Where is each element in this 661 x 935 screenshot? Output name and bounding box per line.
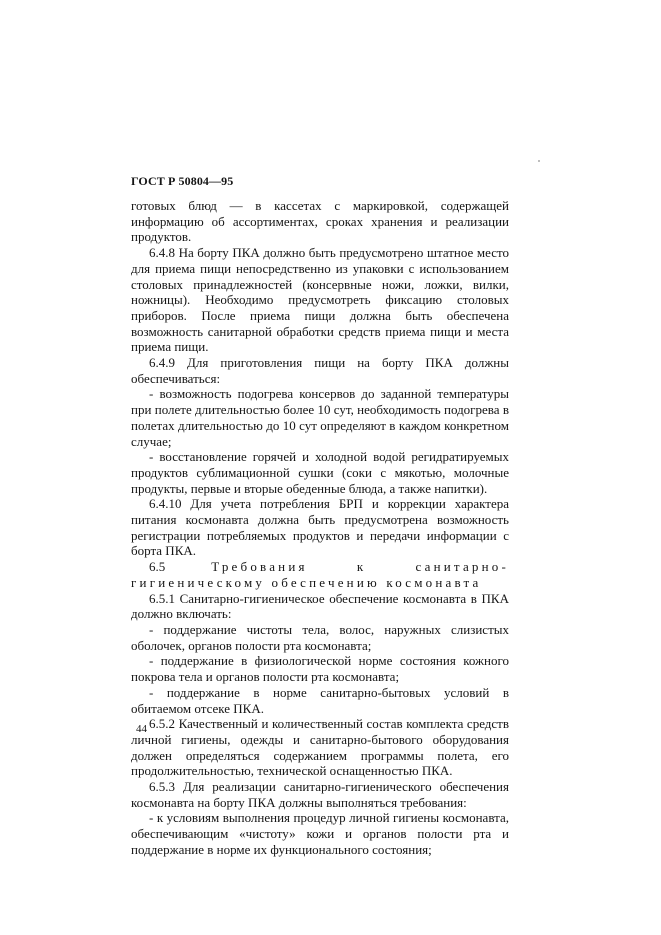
paragraph-6-5-3: 6.5.3 Для реализации санитарно-гигиенического обеспечения космонавта на борту ПКА должны выполняться требования: — [131, 779, 509, 810]
paragraph-6-5-1: 6.5.1 Санитарно-гигиеническое обеспечение космонавта в ПКА должно включать: — [131, 590, 509, 622]
list-item-living-conditions: - поддержание в норме санитарно-бытовых условий в обитаемом отсеке ПКА. — [131, 684, 509, 716]
list-item-hygiene-procedures: - к условиям выполнения процедур личной гигиены космонавта, обеспечивающим «чистоту» кожи и органов полости рта и поддержание в норме их функционального состояния; — [131, 810, 509, 857]
paragraph-6-4-9: 6.4.9 Для приготовления пищи на борту ПКА должны обеспечиваться: — [131, 355, 509, 386]
section-title: Требования к санитарно-гигиеническому обеспечению космонавта — [131, 559, 509, 590]
paragraph-6-4-8: 6.4.8 На борту ПКА должно быть предусмотрено штатное место для приема пищи непосредственно из упаковки с использованием столовых принадлежностей (консервные ножи, ложки, вилки, ножницы). Необходимо предусмотреть фиксацию столовых приборов. После приема пищи должна быть обеспечена возможность санитарной обработки средств приема пищи и места приема пищи. — [131, 245, 509, 355]
document-body — [131, 198, 509, 858]
list-item-cleanliness: - поддержание чистоты тела, волос, наружных слизистых оболочек, органов полости рта космонавта; — [131, 621, 509, 653]
scan-speck — [538, 160, 540, 162]
list-item-skin-condition: - поддержание в физиологической норме состояния кожного покрова тела и органов полости рта космонавта; — [131, 653, 509, 685]
section-number: 6.5 — [149, 559, 166, 575]
paragraph-continuation: готовых блюд — в кассетах с маркировкой, содержащей информацию об ассортиментах, сроках хранения и реализации продуктов. — [131, 198, 509, 245]
paragraph-6-4-10: 6.4.10 Для учета потребления БРП и коррекции характера питания космонавта должна быть предусмотрена возможность регистрации потребляемых продуктов и передачи информации с борта ПКА. — [131, 496, 509, 559]
list-item-rehydration: - восстановление горячей и холодной водой регидратируемых продуктов сублимационной сушки (соки с мякотью, молочные продукты, первые и вторые обеденные блюда, а также напитки). — [131, 449, 509, 496]
paragraph-6-5-2: 6.5.2 Качественный и количественный состав комплекта средств личной гигиены, одежды и санитарно-бытового оборудования должен определяться содержанием программы полета, его продолжительностью, технической оснащенностью ПКА. — [131, 716, 509, 779]
page-header: ГОСТ Р 50804—95 — [131, 174, 234, 188]
section-heading-6-5 — [131, 559, 509, 590]
page-number: 44 — [136, 723, 147, 735]
list-item-heating: - возможность подогрева консервов до заданной температуры при полете длительностью более 10 сут, необходимость подогрева в полетах длительностью до 10 сут определяют в каждом конкретном случае; — [131, 386, 509, 449]
